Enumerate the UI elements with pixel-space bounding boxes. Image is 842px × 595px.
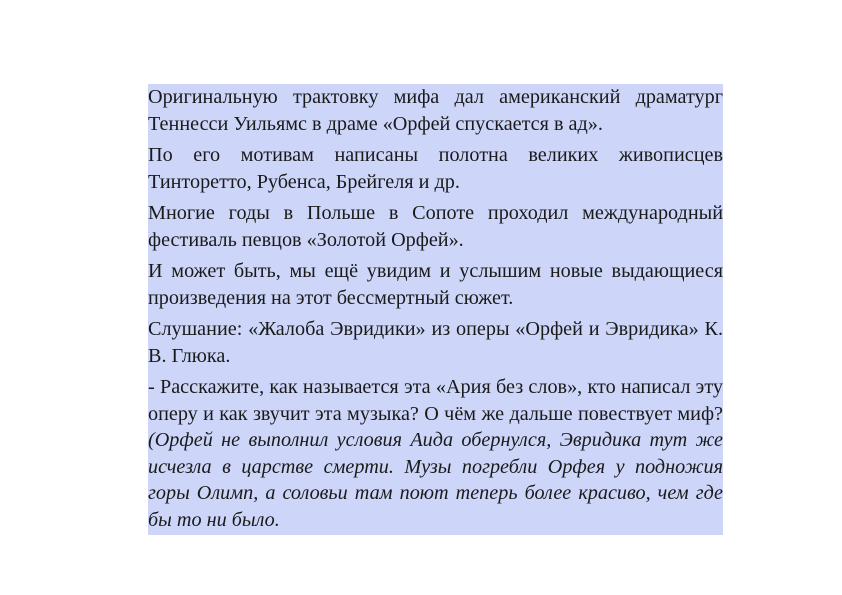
paragraph-original-interpretation: Оригинальную трактовку мифа дал американский драматург Теннесси Уильямс в драме «Орфей спускается в ад».	[148, 86, 723, 135]
paragraph-future-works: И может быть, мы ещё увидим и услышим новые выдающиеся произведения на этот бессмертный сюжет.	[148, 260, 723, 309]
paragraph-listening: Слушание: «Жалоба Эвридики» из оперы «Орфей и Эвридика» К. В. Глюка.	[148, 318, 723, 367]
document-text-block	[148, 84, 723, 538]
question-text: - Расскажите, как называется эта «Ария без слов», кто написал эту оперу и как звучит эта музыка? О чём же дальше повествует миф?	[148, 376, 723, 425]
paragraph-question	[148, 374, 723, 533]
answer-text: (Орфей не выполнил условия Аида обернулся, Эвридика тут же исчезла в царстве смерти. Музы погребли Орфея у подножия горы Олимп, а соловьи там поют теперь более красиво, чем где бы то ни было.	[148, 429, 723, 531]
paragraph-paintings: По его мотивам написаны полотна великих живописцев Тинторетто, Рубенса, Брейгеля и др.	[148, 144, 723, 193]
paragraph-festival: Многие годы в Польше в Сопоте проходил международный фестиваль певцов «Золотой Орфей».	[148, 202, 723, 251]
